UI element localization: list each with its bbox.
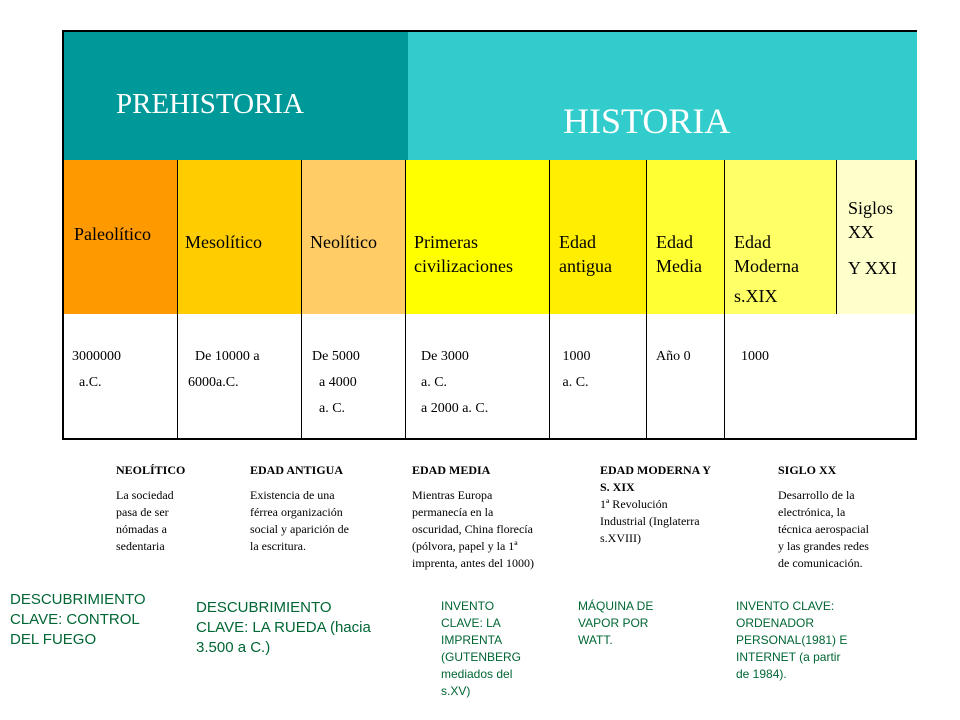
historia-label: HISTORIA	[563, 101, 731, 141]
period-label: XX	[848, 222, 874, 242]
invento-imprenta: INVENTO CLAVE: LA IMPRENTA (GUTENBERG mediados del s.XV)	[441, 599, 522, 698]
period-label: Mesolítico	[185, 232, 262, 252]
date-line: 3000000	[72, 349, 121, 364]
date-line: a 2000 a. C.	[414, 401, 489, 416]
note-siglo-xx	[778, 462, 869, 572]
discovery-rueda: DESCUBRIMIENTO CLAVE: LA RUEDA (hacia 3.500 a C.)	[196, 599, 371, 656]
note-body: Mientras Europa permanecía en la oscuridad, China florecía (pólvora, papel y la 1ª imprenta, antes del 1000)	[412, 488, 534, 570]
note-title: EDAD MEDIA	[412, 463, 491, 477]
period-label: Siglos	[848, 198, 894, 218]
invento-ordenador: INVENTO CLAVE: ORDENADOR PERSONAL(1981) E INTERNET (a partir de 1984).	[736, 599, 848, 681]
note-title: SIGLO XX	[778, 463, 837, 477]
period-mesolitico	[178, 160, 302, 314]
period-edad-moderna	[725, 160, 837, 314]
period-label: Moderna	[734, 256, 799, 276]
date-neolitico	[302, 314, 406, 440]
note-edad-antigua	[250, 462, 349, 555]
date-mesolitico	[178, 314, 302, 440]
date-line: 1000	[734, 349, 769, 364]
note-title: NEOLÍTICO	[116, 463, 186, 477]
note-title: EDAD ANTIGUA	[250, 463, 344, 477]
period-label: Paleolítico	[74, 224, 151, 244]
period-label: Neolítico	[310, 232, 377, 252]
date-primeras-civilizaciones	[406, 314, 550, 440]
period-label: Primeras	[414, 232, 478, 252]
date-line: a.C.	[72, 375, 102, 390]
date-edad-moderna	[725, 314, 837, 440]
note-edad-media	[412, 462, 534, 572]
period-primeras-civilizaciones	[406, 160, 550, 314]
period-label: antigua	[559, 256, 612, 276]
date-line: 6000a.C.	[188, 375, 239, 390]
period-edad-antigua	[550, 160, 647, 314]
date-line: De 3000	[414, 349, 469, 364]
period-label: Edad	[559, 232, 596, 252]
date-line: 1000	[559, 349, 591, 364]
maquina-vapor: MÁQUINA DE VAPOR POR WATT.	[578, 599, 654, 647]
note-title: EDAD MODERNA Y S. XIX	[600, 463, 711, 494]
date-line: a. C.	[414, 375, 448, 390]
period-paleolitico	[64, 160, 178, 314]
date-line: a. C.	[312, 401, 346, 416]
discovery-fuego: DESCUBRIMIENTO CLAVE: CONTROL DEL FUEGO	[10, 591, 146, 648]
period-label: Edad	[734, 232, 771, 252]
period-neolitico	[302, 160, 406, 314]
prehistoria-header	[64, 32, 408, 160]
period-label: Media	[656, 256, 702, 276]
timeline-table	[62, 30, 917, 440]
dates-row	[64, 314, 915, 440]
period-label: Y XXI	[848, 258, 897, 278]
period-label: s.XIX	[734, 286, 778, 306]
note-body: La sociedad pasa de ser nómadas a sedentaria	[116, 488, 174, 553]
date-paleolitico	[64, 314, 178, 440]
date-line: a. C.	[559, 375, 589, 390]
period-siglos-xx-xxi	[837, 160, 915, 314]
date-edad-media	[647, 314, 725, 440]
historia-header	[408, 32, 917, 160]
note-body: 1ª Revolución Industrial (Inglaterra s.XVIII)	[600, 497, 700, 545]
period-label: Edad	[656, 232, 693, 252]
date-line: a 4000	[312, 375, 357, 390]
period-label: civilizaciones	[414, 256, 513, 276]
date-line: Año 0	[656, 349, 691, 364]
date-line: De 10000 a	[188, 349, 260, 364]
date-line: De 5000	[312, 349, 360, 364]
note-edad-moderna	[600, 462, 711, 547]
note-body: Desarrollo de la electrónica, la técnica aerospacial y las grandes redes de comunicación.	[778, 488, 869, 570]
note-body: Existencia de una férrea organización social y aparición de la escritura.	[250, 488, 349, 553]
period-edad-media	[647, 160, 725, 314]
date-edad-antigua	[550, 314, 647, 440]
prehistoria-label: PREHISTORIA	[116, 88, 304, 120]
note-neolitico	[116, 462, 185, 555]
